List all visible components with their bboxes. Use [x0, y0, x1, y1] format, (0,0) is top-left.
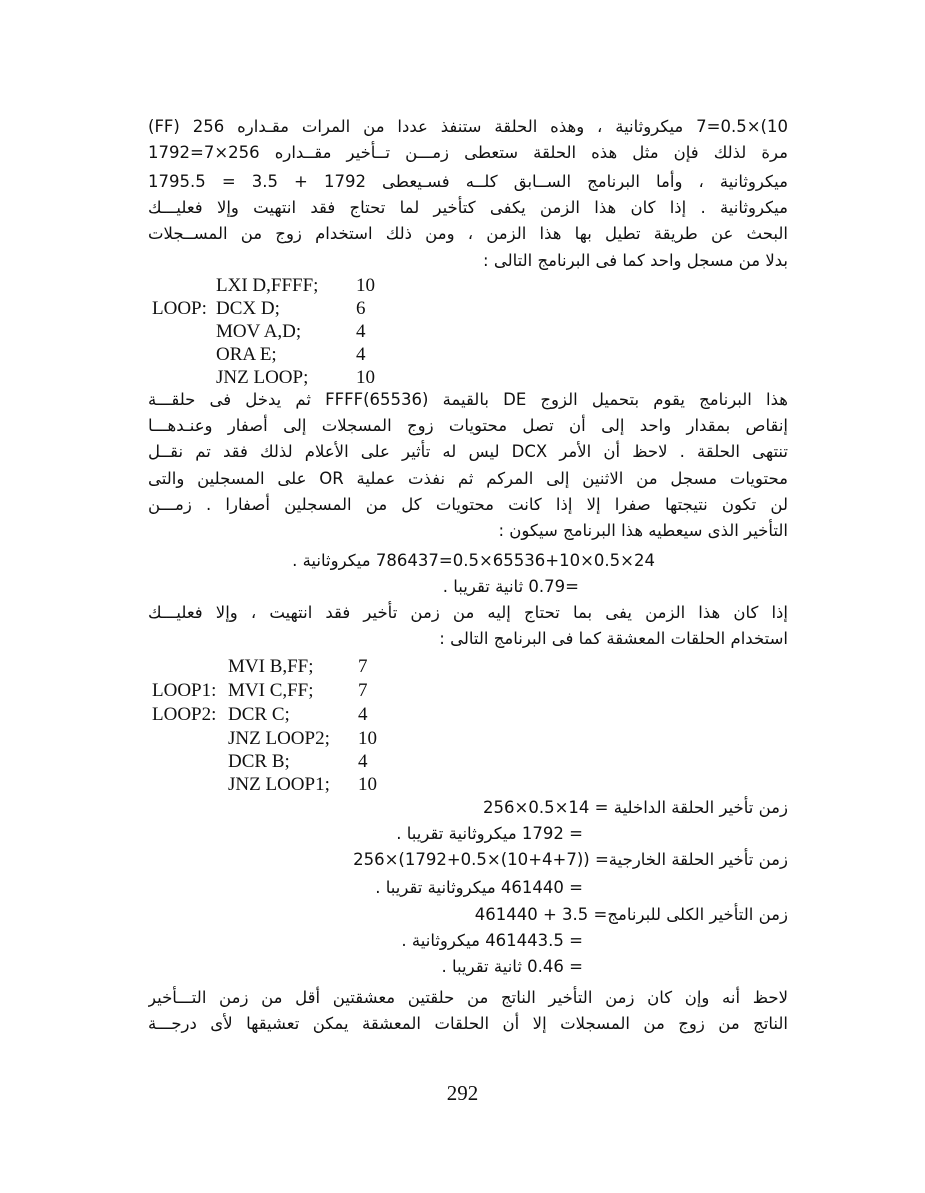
page-number: 292 — [446, 1081, 479, 1105]
code-line — [152, 750, 368, 773]
code-line — [152, 320, 366, 343]
calc-2-line-2: = 1792 ميكروثانية تقريبا . — [396, 824, 583, 843]
code-cycles: 4 — [356, 321, 366, 342]
paragraph-1-line-3: ميكروثانية ، وأما البرنامج الســابق كلــه فسـيعطى 1792 + 3.5 = 1795.5 — [148, 172, 788, 191]
paragraph-1-line-2: مرة لذلك فإن مثل هذه الحلقة ستعطى زمـــن تــأخير مقــداره 256×7=1792 — [148, 143, 788, 162]
calc-2-line-5: زمن التأخير الكلى للبرنامج= 3.5 + 461440 — [474, 905, 788, 924]
code-cycles: 10 — [356, 367, 375, 388]
code-cycles: 10 — [358, 774, 377, 795]
paragraph-1-line-1: 10)×0.5=7 ميكروثانية ، وهذه الحلقة ستنفذ عددا من المرات مقـداره 256 (FF) — [148, 117, 788, 136]
code-line — [152, 343, 366, 366]
code-cycles: 4 — [356, 344, 366, 365]
calc-2-line-7: = 0.46 ثانية تقريبا . — [441, 957, 583, 976]
paragraph-4-line-1: لاحظ أنه وإن كان زمن التأخير الناتج من حلقتين معشقتين أقل من زمن التـــأخير — [148, 988, 788, 1007]
code-line — [152, 727, 377, 750]
code-cycles: 10 — [356, 275, 375, 296]
code-line — [152, 274, 375, 297]
paragraph-1-line-6: بدلا من مسجل واحد كما فى البرنامج التالى : — [483, 251, 788, 270]
calc-2-line-4: = 461440 ميكروثانية تقريبا . — [375, 878, 583, 897]
code-cycles: 7 — [358, 656, 368, 677]
calc-1-line-1: 24×0.5×65536+10×0.5=786437 ميكروثانية . — [292, 551, 655, 570]
paragraph-2-line-1: هذا البرنامج يقوم بتحميل الزوج DE بالقيمة FFFF(65536) ثم يدخل فى حلقـــة — [148, 390, 788, 409]
paragraph-3-line-1: إذا كان هذا الزمن يفى بما تحتاج إليه من زمن تأخير فقد انتهيت ، وإلا فعليـــك — [148, 603, 788, 622]
code-line — [152, 655, 368, 678]
code-instruction: JNZ LOOP2; — [228, 728, 330, 749]
code-cycles: 7 — [358, 680, 368, 701]
code-cycles: 4 — [358, 704, 368, 725]
code-cycles: 4 — [358, 751, 368, 772]
code-instruction: JNZ LOOP1; — [228, 774, 330, 795]
code-line — [152, 366, 375, 389]
calc-2-line-6: = 461443.5 ميكروثانية . — [401, 931, 583, 950]
paragraph-2-line-2: إنقاص بمقدار واحد إلى أن تصل محتويات زوج المسجلات إلى أصفار وعنـدهـــا — [148, 416, 788, 435]
code-line — [152, 679, 368, 702]
paragraph-2-line-6: التأخير الذى سيعطيه هذا البرنامج سيكون : — [498, 521, 788, 540]
paragraph-2-line-5: لن تكون نتيجتها صفرا إلا إذا كانت محتويات كل من المسجلين أصفارا . زمـــن — [148, 495, 788, 514]
paragraph-1-line-5: البحث عن طريقة تطيل بها هذا الزمن ، ومن ذلك استخدام زوج من المســجلات — [148, 224, 788, 243]
code-label: LOOP2: — [152, 704, 217, 725]
paragraph-4-line-2: الناتج من زوج من المسجلات إلا أن الحلقات المعشقة يمكن تعشيقها لأى درجـــة — [148, 1014, 788, 1033]
paragraph-3-line-2: استخدام الحلقات المعشقة كما فى البرنامج التالى : — [439, 629, 788, 648]
code-instruction: DCR C; — [228, 704, 290, 725]
code-instruction: ORA E; — [216, 344, 277, 365]
paragraph-2-line-3: تنتهى الحلقة . لاحظ أن الأمر DCX ليس له تأثير على الأعلام لذلك فقد تم نقــل — [148, 442, 788, 461]
code-instruction: DCR B; — [228, 751, 290, 772]
code-label: LOOP1: — [152, 680, 217, 701]
code-line — [152, 703, 368, 726]
code-cycles: 10 — [358, 728, 377, 749]
paragraph-2-line-4: محتويات مسجل من الاثنين إلى المركم ثم نفذت عملية OR على المسجلين والتى — [148, 469, 788, 488]
calc-2-line-1: زمن تأخير الحلقة الداخلية = 14×0.5×256 — [483, 798, 788, 817]
calc-2-line-3: زمن تأخير الحلقة الخارجية= ((7+4+10)×0.5+1792)×256 — [353, 850, 788, 869]
code-instruction: MVI B,FF; — [228, 656, 314, 677]
paragraph-1-line-4: ميكروثانية . إذا كان هذا الزمن يكفى كتأخير لما تحتاج فقد انتهيت وإلا فعليـــك — [148, 198, 788, 217]
calc-1-line-2: =0.79 ثانية تقريبا . — [442, 577, 579, 596]
code-instruction: MOV A,D; — [216, 321, 302, 342]
code-line — [152, 773, 377, 796]
code-instruction: JNZ LOOP; — [216, 367, 309, 388]
code-line — [152, 297, 366, 320]
code-cycles: 6 — [356, 298, 366, 319]
code-instruction: LXI D,FFFF; — [216, 275, 319, 296]
code-instruction: MVI C,FF; — [228, 680, 314, 701]
code-instruction: DCX D; — [216, 298, 280, 319]
code-label: LOOP: — [152, 298, 207, 319]
